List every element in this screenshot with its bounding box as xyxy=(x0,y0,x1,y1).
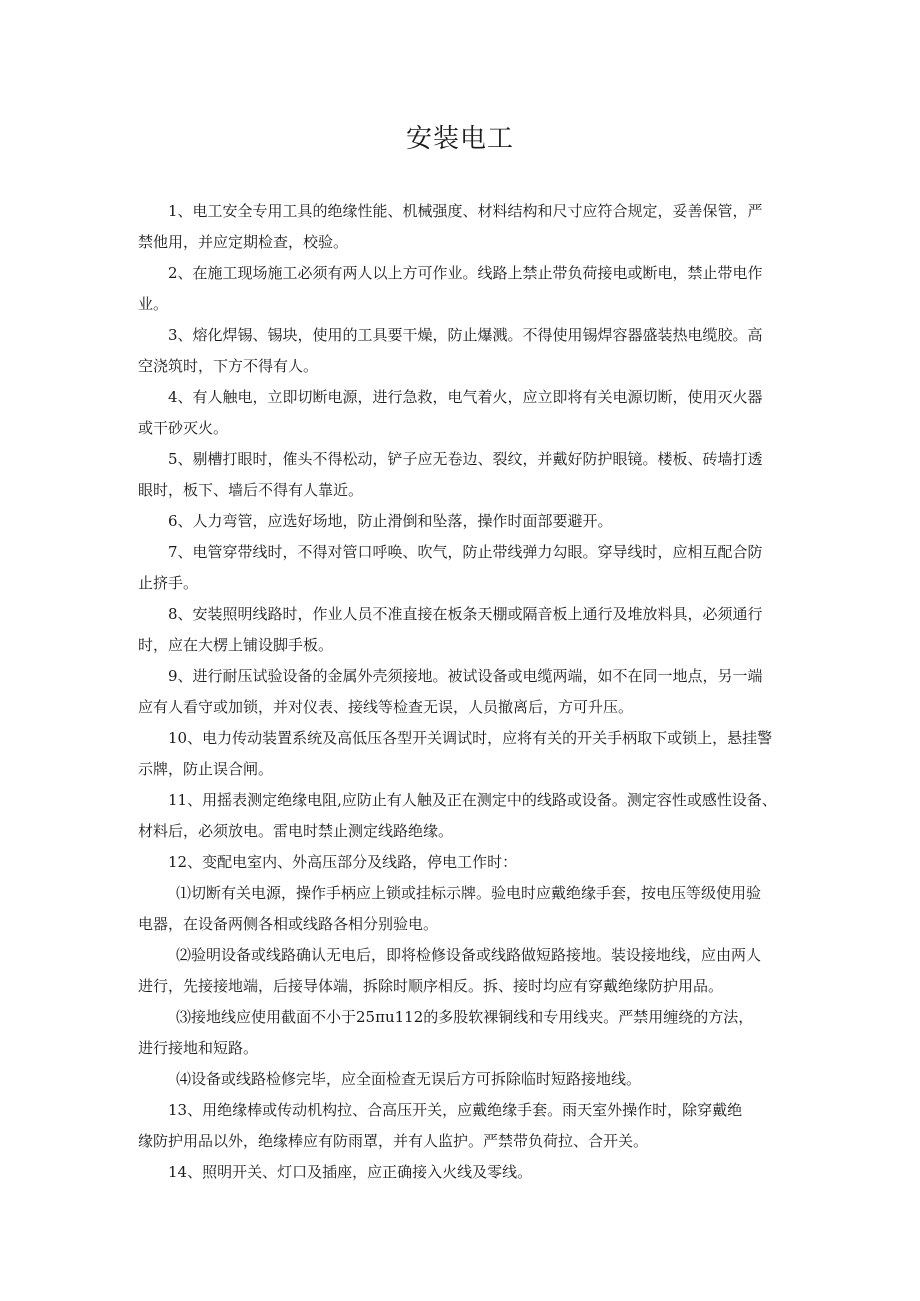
rule-line-first: 7、电管穿带线时，不得对管口呼唤、吹气，防止带线弹力勾眼。穿导线时，应相互配合防 xyxy=(168,543,763,561)
rule-line-second: 禁他用，并应定期检查，校验。 xyxy=(138,233,349,251)
rule-item xyxy=(138,1095,786,1157)
document-title: 安装电工 xyxy=(405,124,514,154)
rule-item xyxy=(138,1157,786,1188)
rule-item xyxy=(138,320,786,382)
rule-line-second: 空浇筑时，下方不得有人。 xyxy=(138,357,319,375)
rule-line-first: 13、用绝缘棒或传动机构拉、合高压开关，应戴绝缘手套。雨天室外操作时，除穿戴绝 xyxy=(168,1101,743,1119)
rule-line-first: 6、人力弯管，应选好场地，防止滑倒和坠落，操作时面部要避开。 xyxy=(168,512,613,530)
rule-line-first: 10、电力传动装置系统及高低压各型开关调试时，应将有关的开关手柄取下或锁上，悬挂警 xyxy=(168,729,773,747)
rule-line-second: 缘防护用品以外，绝缘棒应有防雨罩，并有人监护。严禁带负荷拉、合开关。 xyxy=(138,1132,649,1150)
rule-item xyxy=(138,382,786,444)
rule-line-first: 12、变配电室内、外高压部分及线路，停电工作时： xyxy=(168,853,518,871)
rule-item xyxy=(138,1002,786,1064)
rules-list xyxy=(138,196,786,878)
rule-line-first: 4、有人触电，立即切断电源，进行急救，电气着火，应立即将有关电源切断，使用灭火器 xyxy=(168,388,763,406)
rule-line-first: ⑵验明设备或线路确认无电后，即将检修设备或线路做短路接地。装设接地线，应由两人 xyxy=(176,946,762,964)
rule-item xyxy=(138,599,786,661)
rule-line-first: 2、在施工现场施工必须有两人以上方可作业。线路上禁止带负荷接电或断电，禁止带电作 xyxy=(168,264,763,282)
rule-line-second: 业。 xyxy=(138,295,169,313)
rule-item xyxy=(138,847,786,878)
document-body xyxy=(138,196,786,1188)
rule-item xyxy=(138,506,786,537)
sub-rules-list xyxy=(138,878,786,1095)
rule-line-second: 进行接地和短路。 xyxy=(138,1039,259,1057)
rule-line-second: 眼时，板下、墙后不得有人靠近。 xyxy=(138,481,364,499)
rule-item xyxy=(138,444,786,506)
rule-line-first: 1、电工安全专用工具的绝缘性能、机械强度、材料结构和尺寸应符合规定，妥善保管，严 xyxy=(168,202,763,220)
rule-line-second: 或干砂灭火。 xyxy=(138,419,229,437)
rule-line-second: 止挤手。 xyxy=(138,574,199,592)
rule-line-second: 时，应在大楞上铺设脚手板。 xyxy=(138,636,334,654)
rule-item xyxy=(138,940,786,1002)
rule-item xyxy=(138,196,786,258)
rule-line-first: 8、安装照明线路时，作业人员不准直接在板条天棚或隔音板上通行及堆放料具，必须通行 xyxy=(168,605,763,623)
rule-item xyxy=(138,878,786,940)
rule-item xyxy=(138,1064,786,1095)
rule-line-second: 材料后，必须放电。雷电时禁止测定线路绝缘。 xyxy=(138,822,454,840)
rule-line-first: 11、用摇表测定绝缘电阻,应防止有人触及正在测定中的线路或设备。测定容性或感性设备、 xyxy=(168,791,777,809)
rule-item xyxy=(138,723,786,785)
rule-line-first: ⑷设备或线路检修完毕，应全面检查无误后方可拆除临时短路接地线。 xyxy=(176,1070,642,1088)
rules-list-tail xyxy=(138,1095,786,1188)
rule-item xyxy=(138,785,786,847)
rule-line-second: 应有人看守或加锁，并对仪表、接线等检查无误，人员撤离后，方可升压。 xyxy=(138,698,634,716)
rule-line-first: ⑴切断有关电源，操作手柄应上锁或挂标示牌。验电时应戴绝缘手套，按电压等级使用验 xyxy=(176,884,762,902)
rule-line-first: 14、照明开关、灯口及插座，应正确接入火线及零线。 xyxy=(168,1163,533,1181)
rule-item xyxy=(138,258,786,320)
rule-item xyxy=(138,537,786,599)
rule-line-first: 5、剔槽打眼时，傕头不得松动，铲子应无卷边、裂纹，并戴好防护眼镜。楼板、砖墙打透 xyxy=(168,450,763,468)
rule-line-second: 进行，先接接地端，后接导体端，拆除时顺序相反。拆、接时均应有穿戴绝缘防护用品。 xyxy=(138,977,724,995)
rule-line-first: ⑶接地线应使用截面不小于25πu112的多股软裸铜线和专用线夹。严禁用缠绕的方法， xyxy=(176,1008,754,1026)
rule-line-first: 3、熔化焊锡、锡块，使用的工具要干燥，防止爆溅。不得使用锡焊容器盛装热电缆胶。高 xyxy=(168,326,763,344)
rule-line-first: 9、进行耐压试验设备的金属外壳须接地。被试设备或电缆两端，如不在同一地点，另一端 xyxy=(168,667,763,685)
rule-line-second: 示牌，防止误合闸。 xyxy=(138,760,274,778)
rule-line-second: 电器，在设备两侧各相或线路各相分别验电。 xyxy=(138,915,439,933)
rule-item xyxy=(138,661,786,723)
